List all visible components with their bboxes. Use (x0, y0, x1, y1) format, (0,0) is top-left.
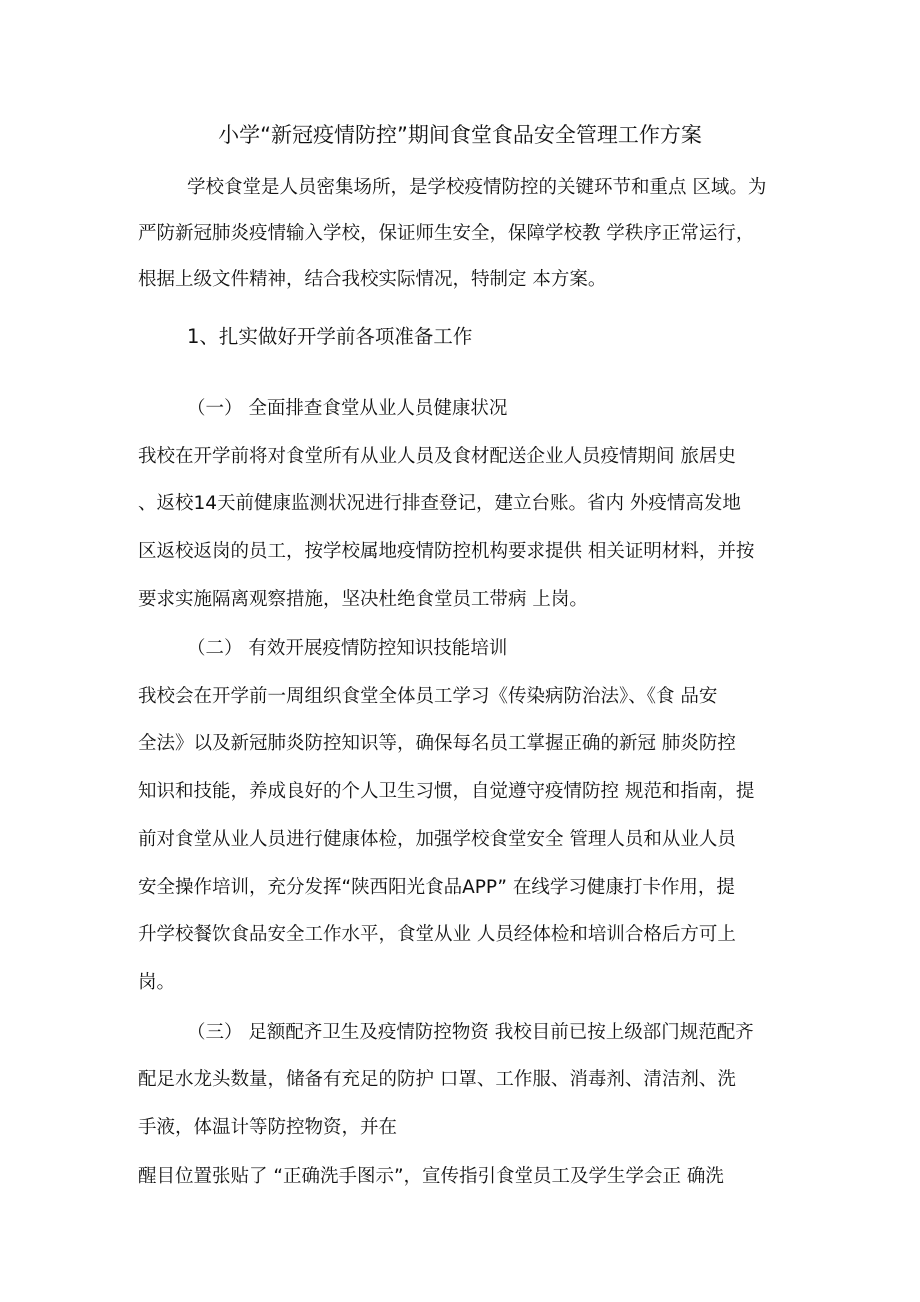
paragraph-line: 升学校餐饮食品安全工作水平，食堂从业 人员经体检和培训合格后方可上 (138, 924, 736, 945)
paragraph-line: 安全操作培训，充分发挥“陕西阳光食品APP” 在线学习健康打卡作用，提 (138, 877, 735, 898)
section-heading: 1、扎实做好开学前各项准备工作 (187, 325, 473, 348)
paragraph-line: 我校在开学前将对食堂所有从业人员及食材配送企业人员疫情期间 旅居史 (138, 446, 736, 467)
subsection-heading: （二） 有效开展疫情防控知识技能培训 (187, 638, 508, 659)
paragraph-line: 醒目位置张贴了 “正确洗手图示”，宣传指引食堂员工及学生学会正 确洗 (138, 1166, 724, 1187)
document-title: 小学“新冠疫情防控”期间食堂食品安全管理工作方案 (218, 123, 702, 147)
paragraph-line: 前对食堂从业人员进行健康体检，加强学校食堂安全 管理人员和从业人员 (138, 829, 736, 850)
paragraph-line: 我校会在开学前一周组织食堂全体员工学习《传染病防治法》、《食 品安 (138, 686, 718, 707)
subsection-heading: （三） 足额配齐卫生及疫情防控物资 我校目前已按上级部门规范配齐 (187, 1022, 754, 1043)
subsection-heading: （一） 全面排查食堂从业人员健康状况 (187, 398, 508, 419)
paragraph-line: 知识和技能，养成良好的个人卫生习惯，自觉遵守疫情防控 规范和指南，提 (138, 781, 755, 802)
paragraph-line: 岗。 (138, 972, 176, 993)
paragraph-line: 、返校14天前健康监测状况进行排查登记，建立台账。省内 外疫情高发地 (138, 493, 741, 514)
paragraph-line: 区返校返岗的员工，按学校属地疫情防控机构要求提供 相关证明材料，并按 (138, 541, 755, 562)
paragraph-line: 根据上级文件精神，结合我校实际情况，特制定 本方案。 (138, 269, 607, 290)
paragraph-line: 严防新冠肺炎疫情输入学校，保证师生安全，保障学校教 学秩序正常运行， (138, 223, 755, 244)
paragraph-line: 全法》以及新冠肺炎防控知识等，确保每名员工掌握正确的新冠 肺炎防控 (138, 733, 736, 754)
paragraph-line: 要求实施隔离观察措施，坚决杜绝食堂员工带病 上岗。 (138, 589, 588, 610)
paragraph-line: 配足水龙头数量，储备有充足的防护 口罩、工作服、消毒剂、清洁剂、洗 (138, 1069, 736, 1090)
paragraph-line: 手液，体温计等防控物资，并在 (138, 1117, 398, 1138)
paragraph-line: 学校食堂是人员密集场所，是学校疫情防控的关键环节和重点 区域。为 (187, 177, 767, 198)
